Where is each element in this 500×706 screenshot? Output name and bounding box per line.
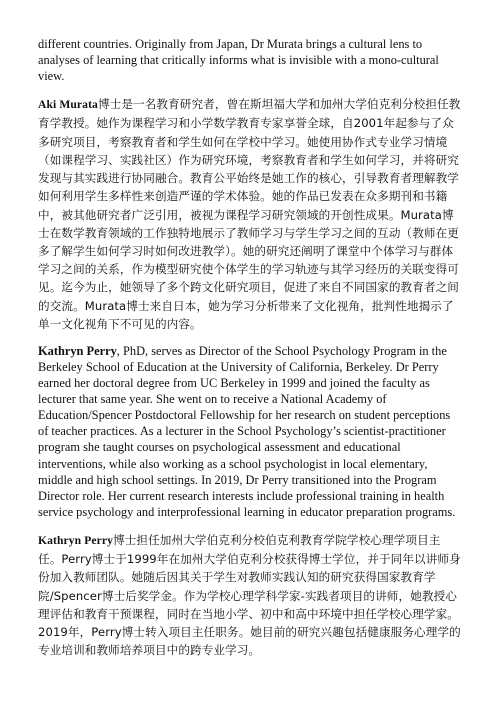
murata-bio-chinese-text: 博士是一名教育研究者，曾在斯坦福大学和加州大学伯克利分校担任教育学教授。她作为课程学习和小学数学教育专家享誉全球，自2001年起参与了众多研究项目，考察教育者和学生如何在学校中学习。她使用协作式专业学习情境（如课程学习、实践社区）作为研究环境，考察教育者和学生如何学习，并将研究发现与其实践进行协同融合。教育公平始终是她工作的核心，引导教育者理解教学如何利用学生多样性来创造严谨的学术体验。她的作品已发表在众多期刊和书籍中，被其他研究者广泛引用，被视为课程学习研究领域的开创性成果。Murata博士在数学教育领域的工作独特地展示了教师学习与学生学习之间的互动（教师在更多了解学生如何学习时如何改进教学）。她的研究还阐明了课堂中个体学习与群体学习之间的关系，作为模型研究使个体学生的学习轨迹与其学习经历的关联变得可见。迄今为止，她领导了多个跨文化研究项目，促进了来自不同国家的教育者之间的交流。Murata博士来自日本，她为学习分析带来了文化视角，批判性地揭示了单一文化视角下不可见的内容。 [38,97,461,331]
perry-bio-english-text: , PhD, serves as Director of the School Psychology Program in the Berkeley School of Education at the University of California, Berkeley. Dr Perry earned her doctoral degree from UC Berkeley in 1999 and joined the faculty as lecturer that same year. She went on to receive a National Academy of Education/Spencer Postdoctoral Fellowship for her research on student perceptions of teacher practices. As a lecturer in the School Psychology’s scientist-practitioner program she taught courses on psychological assessment and educational interventions, while also working as a school psychologist in local elementary, middle and high school settings. In 2019, Dr Perry transitioned into the Program Director role. Her current research interests include professional training in health service psychology and interprofessional learning in educator preparation programs. [38,343,456,519]
perry-name: Kathryn Perry [38,343,117,358]
document-page [38,36,463,669]
perry-name-zh: Kathryn Perry [38,533,114,547]
perry-bio-chinese [38,531,463,659]
murata-name: Aki Murata [38,98,98,112]
murata-bio-english-tail: different countries. Originally from Japan, Dr Murata brings a cultural lens to analyses of learning that critically informs what is invisible with a mono-cultural view. [38,37,439,84]
perry-bio-chinese-text: 博士担任加州大学伯克利分校伯克利教育学院学校心理学项目主任。Perry博士于1999年在加州大学伯克利分校获得博士学位，并于同年以讲师身份加入教师团队。她随后因其关于学生对教师实践认知的研究获得国家教育学院/Spencer博士后奖学金。作为学校心理学科学家-实践者项目的讲师，她教授心理评估和教育干预课程，同时在当地小学、初中和高中环境中担任学校心理学家。2019年，Perry博士转入项目主任职务。她目前的研究兴趣包括健康服务心理学的专业培训和教师培养项目中的跨专业学习。 [38,532,461,658]
murata-bio-chinese [38,95,463,333]
perry-bio-english [38,343,463,520]
